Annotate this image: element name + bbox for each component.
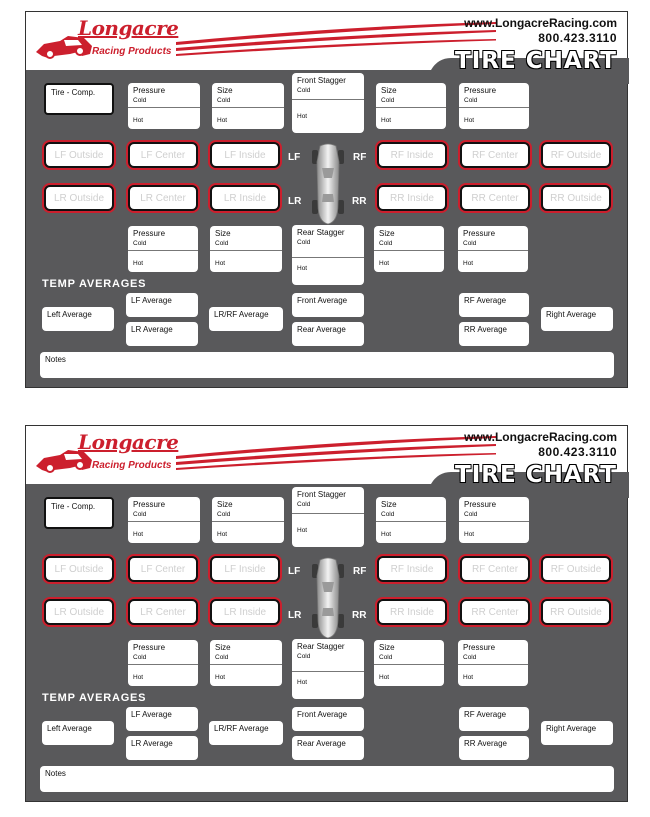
divider bbox=[459, 521, 529, 522]
logo-subtitle: Racing Products bbox=[92, 460, 172, 471]
field-label: Front Average bbox=[297, 296, 348, 305]
field-label: Rear Stagger bbox=[297, 642, 345, 651]
rr-pressure-field[interactable] bbox=[458, 226, 528, 272]
field-label: Size bbox=[381, 500, 397, 509]
rf-outside-field[interactable] bbox=[541, 556, 611, 582]
car-top-view-icon bbox=[311, 142, 345, 226]
divider bbox=[210, 664, 282, 665]
tire-placeholder: LF Center bbox=[140, 564, 186, 575]
field-label: Pressure bbox=[464, 86, 497, 95]
lf-size-field[interactable] bbox=[212, 83, 284, 129]
tire-placeholder: RR Center bbox=[471, 193, 519, 204]
field-label: Right Average bbox=[546, 310, 597, 319]
rear-average-field[interactable] bbox=[292, 322, 364, 346]
tire-placeholder: RR Center bbox=[471, 607, 519, 618]
field-label: Size bbox=[215, 643, 231, 652]
website-text: www.LongacreRacing.com bbox=[464, 16, 617, 30]
temp-averages-heading: TEMP AVERAGES bbox=[42, 692, 147, 704]
field-label: Front Stagger bbox=[297, 76, 346, 85]
lf-size-field[interactable] bbox=[212, 497, 284, 543]
hot-label: Hot bbox=[215, 260, 226, 267]
field-label: Size bbox=[217, 500, 233, 509]
hot-label: Hot bbox=[297, 113, 308, 120]
notes-field[interactable] bbox=[40, 766, 614, 792]
hot-label: Hot bbox=[379, 674, 390, 681]
divider bbox=[376, 521, 446, 522]
tire-comp-field[interactable] bbox=[44, 497, 114, 529]
field-label: Rear Stagger bbox=[297, 228, 345, 237]
lf-average-field[interactable] bbox=[126, 293, 198, 317]
rf-inside-field[interactable] bbox=[377, 142, 447, 168]
hot-label: Hot bbox=[463, 260, 474, 267]
lr-pressure-field[interactable] bbox=[128, 640, 198, 686]
rr-size-field[interactable] bbox=[374, 640, 444, 686]
front-stagger-field[interactable] bbox=[292, 487, 364, 547]
front-stagger-field[interactable] bbox=[292, 73, 364, 133]
divider bbox=[212, 107, 284, 108]
field-label: Rear Average bbox=[297, 325, 346, 334]
lr-average-field[interactable] bbox=[126, 736, 198, 760]
tire-placeholder: RF Outside bbox=[550, 564, 602, 575]
field-label: Left Average bbox=[47, 724, 92, 733]
left-average-field[interactable] bbox=[42, 721, 114, 745]
field-label: Size bbox=[379, 643, 395, 652]
lr-outside-field[interactable] bbox=[44, 599, 114, 625]
rr-corner-label: RR bbox=[352, 610, 367, 621]
cold-label: Cold bbox=[463, 654, 477, 661]
right-average-field[interactable] bbox=[541, 721, 613, 745]
field-label: Pressure bbox=[133, 229, 166, 238]
cold-label: Cold bbox=[464, 97, 478, 104]
field-label: Pressure bbox=[463, 229, 496, 238]
rf-pressure-field[interactable] bbox=[459, 83, 529, 129]
divider bbox=[292, 99, 364, 100]
cold-label: Cold bbox=[133, 97, 147, 104]
lr-rf-average-field[interactable] bbox=[209, 307, 283, 331]
rr-average-field[interactable] bbox=[459, 736, 529, 760]
tire-placeholder: LF Inside bbox=[224, 150, 266, 161]
field-label: Size bbox=[379, 229, 395, 238]
lf-outside-field[interactable] bbox=[44, 556, 114, 582]
logo-subtitle: Racing Products bbox=[92, 46, 172, 57]
field-label: Tire - Comp. bbox=[51, 502, 96, 511]
cold-label: Cold bbox=[133, 240, 147, 247]
cold-label: Cold bbox=[379, 654, 393, 661]
field-label: Right Average bbox=[546, 724, 597, 733]
divider bbox=[128, 664, 198, 665]
website-text: www.LongacreRacing.com bbox=[464, 430, 617, 444]
tire-placeholder: RF Center bbox=[471, 150, 519, 161]
tire-placeholder: LF Outside bbox=[54, 564, 104, 575]
lf-center-field[interactable] bbox=[128, 556, 198, 582]
notes-field[interactable] bbox=[40, 352, 614, 378]
field-label: Left Average bbox=[47, 310, 92, 319]
tire-placeholder: LR Inside bbox=[223, 193, 267, 204]
field-label: RR Average bbox=[464, 325, 507, 334]
tire-placeholder: RF Inside bbox=[390, 564, 434, 575]
rr-size-field[interactable] bbox=[374, 226, 444, 272]
field-label: LR Average bbox=[131, 325, 173, 334]
rf-inside-field[interactable] bbox=[377, 556, 447, 582]
lf-inside-field[interactable] bbox=[210, 556, 280, 582]
hot-label: Hot bbox=[133, 674, 144, 681]
hot-label: Hot bbox=[217, 531, 228, 538]
lr-center-field[interactable] bbox=[128, 185, 198, 211]
divider bbox=[292, 257, 364, 258]
divider bbox=[212, 521, 284, 522]
tire-placeholder: RF Inside bbox=[390, 150, 434, 161]
divider bbox=[458, 250, 528, 251]
tire-placeholder: RR Outside bbox=[550, 607, 602, 618]
hot-label: Hot bbox=[297, 527, 308, 534]
field-label: Pressure bbox=[463, 643, 496, 652]
rr-pressure-field[interactable] bbox=[458, 640, 528, 686]
field-label: Size bbox=[217, 86, 233, 95]
field-label: Pressure bbox=[133, 86, 166, 95]
rf-corner-label: RF bbox=[353, 566, 367, 577]
divider bbox=[292, 671, 364, 672]
left-average-field[interactable] bbox=[42, 307, 114, 331]
field-label: LR/RF Average bbox=[214, 310, 269, 319]
tire-placeholder: LR Outside bbox=[53, 607, 105, 618]
divider bbox=[128, 250, 198, 251]
tire-placeholder: LR Outside bbox=[53, 193, 105, 204]
field-label: Size bbox=[215, 229, 231, 238]
lr-inside-field[interactable] bbox=[210, 185, 280, 211]
cold-label: Cold bbox=[381, 511, 395, 518]
cold-label: Cold bbox=[215, 654, 229, 661]
rear-stagger-field[interactable] bbox=[292, 639, 364, 699]
cold-label: Cold bbox=[379, 240, 393, 247]
field-label: Pressure bbox=[133, 643, 166, 652]
tire-placeholder: RR Inside bbox=[390, 193, 434, 204]
field-label: RF Average bbox=[464, 710, 507, 719]
field-label: Size bbox=[381, 86, 397, 95]
phone-text: 800.423.3110 bbox=[538, 31, 617, 45]
divider bbox=[374, 664, 444, 665]
lf-pressure-field[interactable] bbox=[128, 497, 200, 543]
rf-center-field[interactable] bbox=[460, 556, 530, 582]
rf-outside-field[interactable] bbox=[541, 142, 611, 168]
front-average-field[interactable] bbox=[292, 293, 364, 317]
longacre-logo bbox=[34, 16, 194, 68]
lr-pressure-field[interactable] bbox=[128, 226, 198, 272]
longacre-logo bbox=[34, 430, 194, 482]
rf-average-field[interactable] bbox=[459, 293, 529, 317]
field-label: Rear Average bbox=[297, 739, 346, 748]
field-label: LF Average bbox=[131, 296, 172, 305]
cold-label: Cold bbox=[217, 97, 231, 104]
logo-text: Longacre bbox=[78, 430, 179, 454]
lr-inside-field[interactable] bbox=[210, 599, 280, 625]
lf-average-field[interactable] bbox=[126, 707, 198, 731]
field-label: RR Average bbox=[464, 739, 507, 748]
divider bbox=[128, 521, 200, 522]
hot-label: Hot bbox=[463, 674, 474, 681]
notes-label: Notes bbox=[45, 355, 66, 364]
rr-center-field[interactable] bbox=[460, 599, 530, 625]
hot-label: Hot bbox=[381, 117, 392, 124]
lf-outside-field[interactable] bbox=[44, 142, 114, 168]
hot-label: Hot bbox=[297, 265, 308, 272]
hot-label: Hot bbox=[464, 117, 475, 124]
field-label: LF Average bbox=[131, 710, 172, 719]
rr-corner-label: RR bbox=[352, 196, 367, 207]
divider bbox=[128, 107, 200, 108]
cold-label: Cold bbox=[464, 511, 478, 518]
tire-placeholder: LR Inside bbox=[223, 607, 267, 618]
lr-corner-label: LR bbox=[288, 196, 302, 207]
lr-rf-average-field[interactable] bbox=[209, 721, 283, 745]
cold-label: Cold bbox=[133, 654, 147, 661]
tire-placeholder: LF Inside bbox=[224, 564, 266, 575]
cold-label: Cold bbox=[297, 653, 311, 660]
temp-averages-heading: TEMP AVERAGES bbox=[42, 278, 147, 290]
page-title: TIRE CHART bbox=[455, 48, 617, 74]
rf-corner-label: RF bbox=[353, 152, 367, 163]
divider bbox=[292, 513, 364, 514]
notes-label: Notes bbox=[45, 769, 66, 778]
rf-size-field[interactable] bbox=[376, 83, 446, 129]
hot-label: Hot bbox=[133, 117, 144, 124]
tire-comp-field[interactable] bbox=[44, 83, 114, 115]
hot-label: Hot bbox=[133, 531, 144, 538]
rr-average-field[interactable] bbox=[459, 322, 529, 346]
divider bbox=[458, 664, 528, 665]
lf-pressure-field[interactable] bbox=[128, 83, 200, 129]
tire-placeholder: RR Inside bbox=[390, 607, 434, 618]
phone-text: 800.423.3110 bbox=[538, 445, 617, 459]
hot-label: Hot bbox=[297, 679, 308, 686]
divider bbox=[374, 250, 444, 251]
rf-pressure-field[interactable] bbox=[459, 497, 529, 543]
lf-inside-field[interactable] bbox=[210, 142, 280, 168]
hot-label: Hot bbox=[217, 117, 228, 124]
cold-label: Cold bbox=[297, 87, 311, 94]
hot-label: Hot bbox=[379, 260, 390, 267]
lf-center-field[interactable] bbox=[128, 142, 198, 168]
lf-corner-label: LF bbox=[288, 152, 301, 163]
divider bbox=[459, 107, 529, 108]
rf-size-field[interactable] bbox=[376, 497, 446, 543]
hot-label: Hot bbox=[381, 531, 392, 538]
field-label: RF Average bbox=[464, 296, 507, 305]
field-label: LR/RF Average bbox=[214, 724, 269, 733]
hot-label: Hot bbox=[464, 531, 475, 538]
field-label: LR Average bbox=[131, 739, 173, 748]
rf-center-field[interactable] bbox=[460, 142, 530, 168]
rear-average-field[interactable] bbox=[292, 736, 364, 760]
rf-average-field[interactable] bbox=[459, 707, 529, 731]
tire-placeholder: RF Outside bbox=[550, 150, 602, 161]
lr-average-field[interactable] bbox=[126, 322, 198, 346]
cold-label: Cold bbox=[297, 239, 311, 246]
right-average-field[interactable] bbox=[541, 307, 613, 331]
rr-outside-field[interactable] bbox=[541, 599, 611, 625]
rr-inside-field[interactable] bbox=[377, 185, 447, 211]
lf-corner-label: LF bbox=[288, 566, 301, 577]
tire-placeholder: RF Center bbox=[471, 564, 519, 575]
rr-inside-field[interactable] bbox=[377, 599, 447, 625]
cold-label: Cold bbox=[297, 501, 311, 508]
field-label: Front Average bbox=[297, 710, 348, 719]
tire-placeholder: LR Center bbox=[140, 193, 186, 204]
rear-stagger-field[interactable] bbox=[292, 225, 364, 285]
cold-label: Cold bbox=[463, 240, 477, 247]
hot-label: Hot bbox=[215, 674, 226, 681]
field-label: Front Stagger bbox=[297, 490, 346, 499]
cold-label: Cold bbox=[133, 511, 147, 518]
divider bbox=[376, 107, 446, 108]
cold-label: Cold bbox=[215, 240, 229, 247]
tire-placeholder: LR Center bbox=[140, 607, 186, 618]
front-average-field[interactable] bbox=[292, 707, 364, 731]
field-label: Tire - Comp. bbox=[51, 88, 96, 97]
car-top-view-icon bbox=[311, 556, 345, 640]
logo-text: Longacre bbox=[78, 16, 179, 40]
lr-corner-label: LR bbox=[288, 610, 302, 621]
tire-placeholder: RR Outside bbox=[550, 193, 602, 204]
field-label: Pressure bbox=[464, 500, 497, 509]
tire-placeholder: LF Outside bbox=[54, 150, 104, 161]
rr-outside-field[interactable] bbox=[541, 185, 611, 211]
page-title: TIRE CHART bbox=[455, 462, 617, 488]
tire-placeholder: LF Center bbox=[140, 150, 186, 161]
tire-chart-sheet-1 bbox=[25, 11, 628, 388]
divider bbox=[210, 250, 282, 251]
lr-center-field[interactable] bbox=[128, 599, 198, 625]
lr-size-field[interactable] bbox=[210, 640, 282, 686]
cold-label: Cold bbox=[217, 511, 231, 518]
hot-label: Hot bbox=[133, 260, 144, 267]
lr-outside-field[interactable] bbox=[44, 185, 114, 211]
lr-size-field[interactable] bbox=[210, 226, 282, 272]
rr-center-field[interactable] bbox=[460, 185, 530, 211]
tire-chart-sheet-2 bbox=[25, 425, 628, 802]
cold-label: Cold bbox=[381, 97, 395, 104]
field-label: Pressure bbox=[133, 500, 166, 509]
